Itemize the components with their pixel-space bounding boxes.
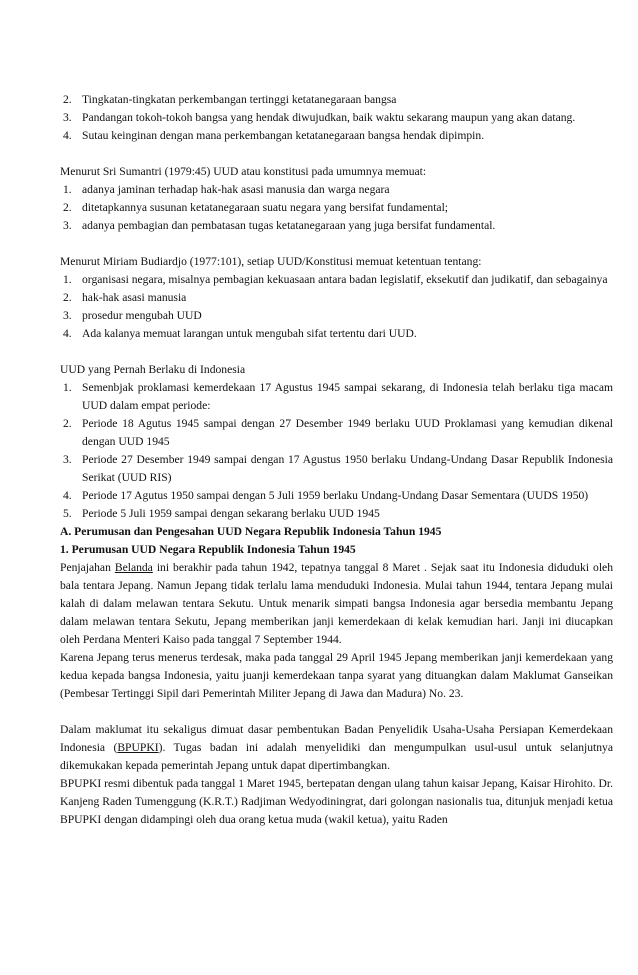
list-number: 2. (63, 201, 72, 214)
paragraph-penjajahan (60, 559, 613, 649)
paragraph-text: ). Tugas badan ini adalah menyelidiki dan mengumpulkan usul-usul untuk selanjutnya dikemukakan kepada pemerintah Jepang untuk dapat dipertimbangkan. (60, 741, 613, 772)
list-number: 1. (63, 183, 72, 196)
list-text: Pandangan tokoh-tokoh bangsa yang hendak diwujudkan, baik waktu sekarang maupun yang akan datang. (82, 111, 576, 124)
list-text: Semenbjak proklamasi kemerdekaan 17 Agustus 1945 sampai sekarang, di Indonesia telah berlaku tiga macam UUD dalam empat periode: (82, 381, 613, 412)
list-text: Periode 17 Agutus 1950 sampai dengan 5 Juli 1959 berlaku Undang-Undang Dasar Sementara (UUDS 1950) (82, 489, 589, 502)
list-number: 1. (63, 381, 72, 394)
list-number: 2. (63, 291, 72, 304)
list-number: 1. (63, 273, 72, 286)
spacer (60, 235, 613, 253)
list-text: Ada kalanya memuat larangan untuk mengubah sifat tertentu dari UUD. (82, 327, 417, 340)
list-number: 3. (63, 309, 72, 322)
list-item (60, 415, 613, 451)
list-text: Sutau keinginan dengan mana perkembangan ketatanegaraan bangsa hendak dipimpin. (82, 129, 485, 142)
list-item (60, 109, 613, 127)
uud-history-list (60, 379, 613, 523)
list-text: prosedur mengubah UUD (82, 309, 202, 322)
list-text: ditetapkannya susunan ketatanegaraan suatu negara yang bersifat fundamental; (82, 201, 449, 214)
list-text: Tingkatan-tingkatan perkembangan tertinggi ketatanegaraan bangsa (82, 93, 397, 106)
spacer (60, 703, 613, 721)
list-item (60, 307, 613, 325)
list-text: Periode 5 Juli 1959 sampai dengan sekarang berlaku UUD 1945 (82, 507, 380, 520)
paragraph-bpupki-dasar (60, 721, 613, 775)
section-heading-a: A. Perumusan dan Pengesahan UUD Negara Republik Indonesia Tahun 1945 (60, 525, 442, 538)
paragraph-text: Penjajahan (60, 561, 115, 574)
list-item (60, 91, 613, 109)
spacer (60, 145, 613, 163)
list-text: adanya jaminan terhadap hak-hak asasi manusia dan warga negara (82, 183, 390, 196)
paragraph-maklumat: Karena Jepang terus menerus terdesak, maka pada tanggal 29 April 1945 Jepang memberikan janji kemerdekaan yang kedua kepada bangsa Indonesia, yaitu juanji kemerdekaan tanpa syarat yang dituangkan dalam Maklumat Ganseikan (Pembesar Tertinggi Sipil dari Pemerintah Militer Jepang di Jawa dan Madura) No. 23. (60, 651, 613, 700)
list-number: 4. (63, 489, 72, 502)
list-item (60, 289, 613, 307)
list-text: adanya pembagian dan pembatasan tugas ketatanegaraan yang juga bersifat fundamental. (82, 219, 496, 232)
sumantri-list (60, 181, 613, 235)
spacer (60, 343, 613, 361)
list-item (60, 127, 613, 145)
list-item (60, 181, 613, 199)
list-item (60, 487, 613, 505)
document-page (60, 91, 613, 829)
list-number: 4. (63, 327, 72, 340)
budiardjo-list (60, 271, 613, 343)
list-number: 3. (63, 453, 72, 466)
list-text: organisasi negara, misalnya pembagian kekuasaan antara badan legislatif, eksekutif dan judikatif, dan sebagainya (82, 273, 608, 286)
list-item (60, 217, 613, 235)
paragraph-text: Dalam maklumat itu sekaligus dimuat dasar pembentukan Badan Penyelidik Usaha-Usaha Persiapan Kemerdekaan Indonesia ( (60, 723, 613, 754)
uud-history-intro: UUD yang Pernah Berlaku di Indonesia (60, 363, 246, 376)
list-item (60, 505, 613, 523)
list-top (60, 91, 613, 145)
list-number: 3. (63, 111, 72, 124)
list-number: 2. (63, 417, 72, 430)
budiardjo-intro: Menurut Miriam Budiardjo (1977:101), setiap UUD/Konstitusi memuat ketentuan tentang: (60, 255, 482, 268)
list-item (60, 325, 613, 343)
list-item (60, 451, 613, 487)
paragraph-text: ini berakhir pada tahun 1942, tepatnya tanggal 8 Maret . Sejak saat itu Indonesia diduduki oleh bala tentara Jepang. Namun Jepang tidak terlalu lama menduduki Indonesia. Mulai tahun 1944, tentara Jepang mulai kalah di dalam melawan tentara Sekutu. Untuk menarik simpati bangsa Indonesia agar bersedia membantu Jepang dalam melawan tentara Sekutu, Jepang memberikan janji kemerdekaan di kelak kemudian hari. Janji ini diucapkan oleh Perdana Menteri Kaiso pada tanggal 7 September 1944. (60, 561, 613, 646)
section-heading-1: 1. Perumusan UUD Negara Republik Indonesia Tahun 1945 (60, 543, 356, 556)
list-number: 5. (63, 507, 72, 520)
list-text: Periode 27 Desember 1949 sampai dengan 17 Agustus 1950 berlaku Undang-Undang Dasar Republik Indonesia Serikat (UUD RIS) (82, 453, 613, 484)
list-number: 3. (63, 219, 72, 232)
list-text: Periode 18 Agutus 1945 sampai dengan 27 Desember 1949 berlaku UUD Proklamasi yang kemudian dikenal dengan UUD 1945 (82, 417, 613, 448)
list-text: hak-hak asasi manusia (82, 291, 187, 304)
list-item (60, 271, 613, 289)
paragraph-bpupki-resmi: BPUPKI resmi dibentuk pada tanggal 1 Maret 1945, bertepatan dengan ulang tahun kaisar Jepang, Kaisar Hirohito. Dr. Kanjeng Raden Tumenggung (K.R.T.) Radjiman Wedyodiningrat, dari golongan nasionalis tua, ditunjuk menjadi ketua BPUPKI dengan didampingi oleh dua orang ketua muda (wakil ketua), yaitu Raden (60, 777, 613, 826)
list-item (60, 199, 613, 217)
belanda-link[interactable]: Belanda (114, 561, 153, 574)
list-number: 2. (63, 93, 72, 106)
list-number: 4. (63, 129, 72, 142)
bpupki-link[interactable]: BPUPKI (117, 741, 159, 754)
list-item (60, 379, 613, 415)
sumantri-intro: Menurut Sri Sumantri (1979:45) UUD atau konstitusi pada umumnya memuat: (60, 165, 427, 178)
